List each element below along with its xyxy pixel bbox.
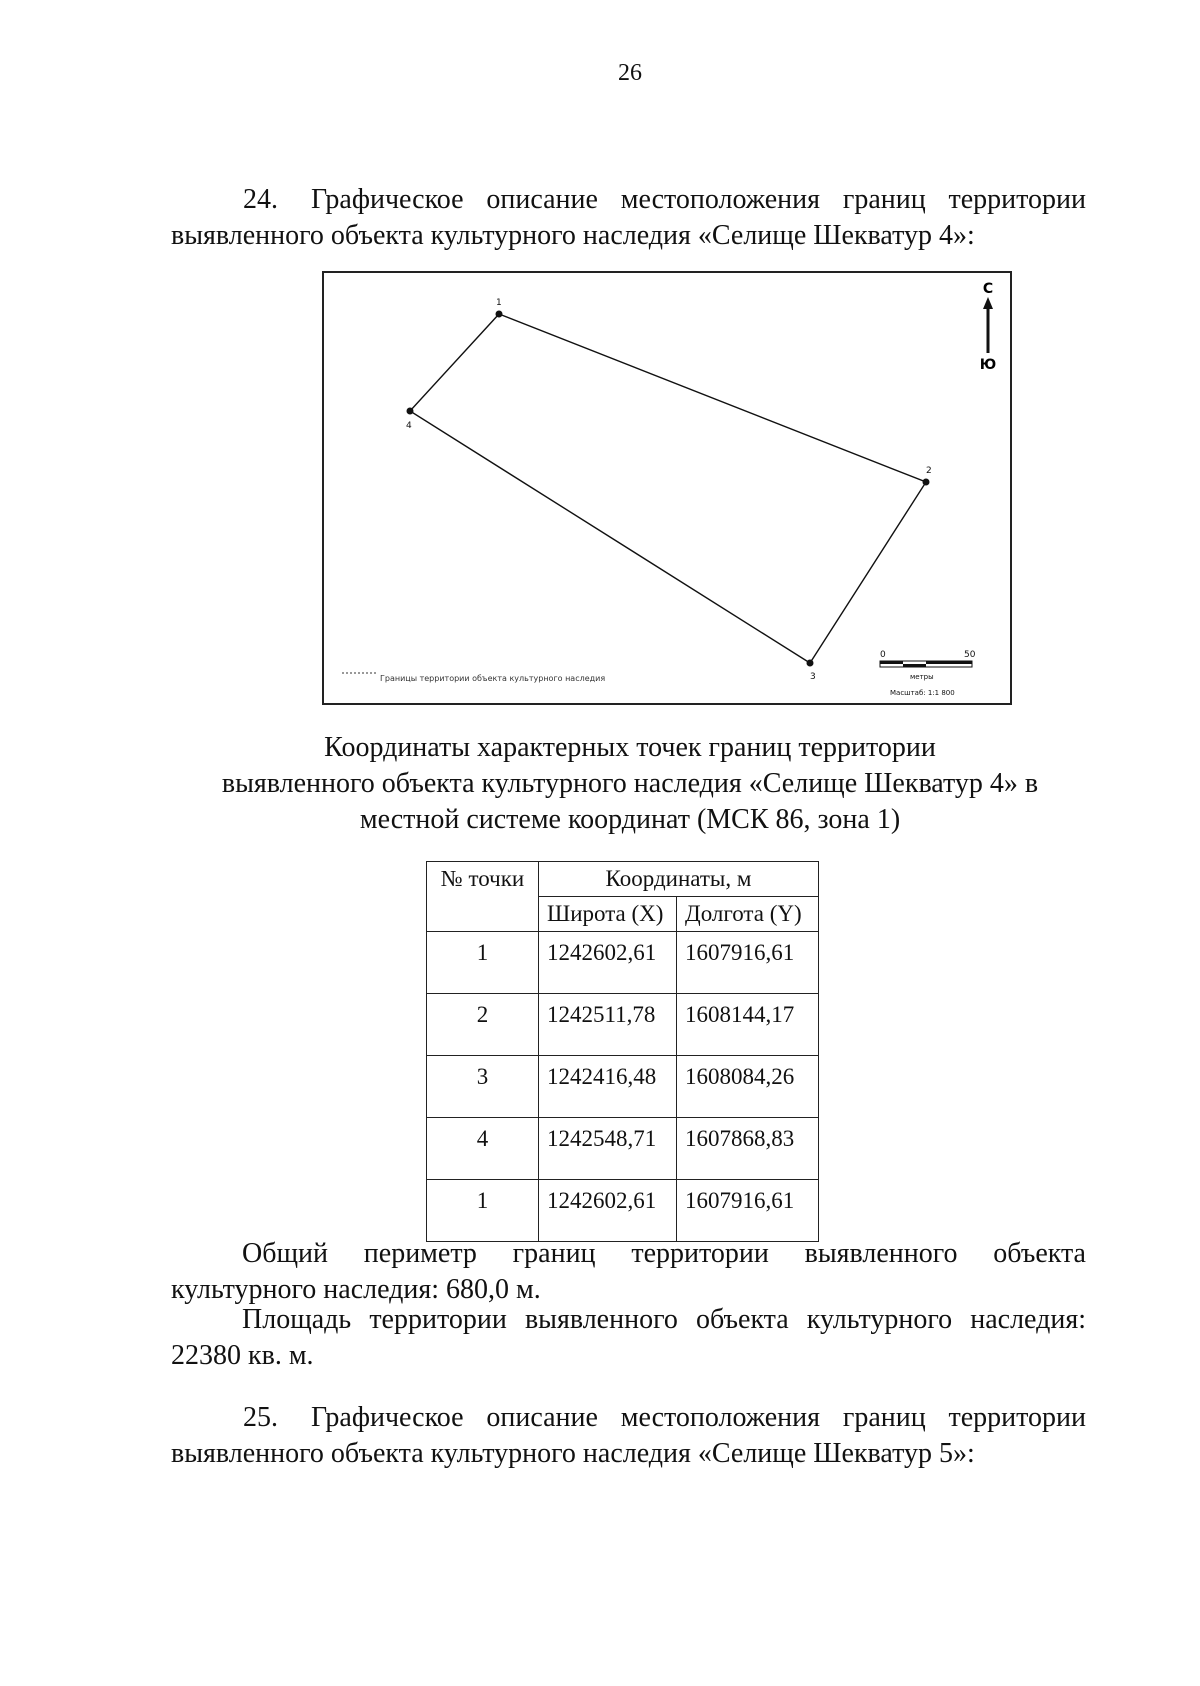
coordinates-table bbox=[426, 861, 819, 1242]
table-row bbox=[427, 994, 819, 1056]
scale-ratio-label: Масштаб: 1:1 800 bbox=[890, 689, 955, 697]
table-row bbox=[427, 1056, 819, 1118]
scale-max-label: 50 bbox=[964, 650, 976, 660]
table-row bbox=[427, 932, 819, 994]
coords-heading-line-2: выявленного объекта культурного наследия «Селище Шекватур 4» в bbox=[221, 768, 1039, 799]
header-point-number: № точки bbox=[427, 862, 539, 932]
header-longitude: Долгота (Y) bbox=[677, 897, 819, 932]
section-25-paragraph bbox=[171, 1400, 1086, 1472]
cell-longitude: 1608144,17 bbox=[677, 994, 819, 1056]
cell-longitude: 1607868,83 bbox=[677, 1118, 819, 1180]
cell-latitude: 1242548,71 bbox=[539, 1118, 677, 1180]
boundary-point-1 bbox=[496, 311, 503, 318]
page-number: 26 bbox=[618, 60, 642, 86]
section-24-paragraph bbox=[171, 182, 1086, 254]
point-label-2: 2 bbox=[926, 466, 932, 476]
scale-bar bbox=[880, 650, 976, 697]
cell-point: 2 bbox=[427, 994, 539, 1056]
perimeter-paragraph: Общий периметр границ территории выявленного объекта культурного наследия: 680,0 м. bbox=[171, 1238, 1086, 1305]
north-label: С bbox=[982, 281, 994, 297]
section-24-text: Графическое описание местоположения границ территории выявленного объекта культурного наследия «Селище Шекватур 4»: bbox=[171, 184, 1086, 251]
north-arrow-icon bbox=[980, 281, 996, 373]
table-row bbox=[427, 1118, 819, 1180]
point-label-1: 1 bbox=[496, 298, 502, 308]
section-25-number: 25. bbox=[243, 1402, 278, 1433]
boundary-point-2 bbox=[923, 479, 930, 486]
point-label-4: 4 bbox=[406, 421, 412, 431]
header-coordinates: Координаты, м bbox=[539, 862, 819, 897]
cell-latitude: 1242416,48 bbox=[539, 1056, 677, 1118]
boundary-map-svg bbox=[324, 273, 1010, 703]
header-latitude: Широта (X) bbox=[539, 897, 677, 932]
cell-latitude: 1242511,78 bbox=[539, 994, 677, 1056]
cell-latitude: 1242602,61 bbox=[539, 932, 677, 994]
scale-zero-label: 0 bbox=[880, 650, 886, 660]
boundary-point-3 bbox=[807, 660, 814, 667]
area-paragraph: Площадь территории выявленного объекта культурного наследия: 22380 кв. м. bbox=[171, 1304, 1086, 1371]
legend-text: Границы территории объекта культурного наследия bbox=[380, 674, 606, 683]
table-row bbox=[427, 1180, 819, 1242]
coords-heading-line-3: местной системе координат (МСК 86, зона 1) bbox=[359, 804, 901, 835]
boundary-point-4 bbox=[407, 408, 414, 415]
map-legend bbox=[342, 673, 605, 683]
table-header-row bbox=[427, 862, 819, 897]
point-label-3: 3 bbox=[810, 672, 816, 682]
coords-heading-line-1: Координаты характерных точек границ территории bbox=[324, 732, 936, 763]
scale-units-label: метры bbox=[910, 673, 934, 681]
cell-point: 1 bbox=[427, 1180, 539, 1242]
cell-point: 3 bbox=[427, 1056, 539, 1118]
boundary-map bbox=[322, 271, 1012, 705]
cell-longitude: 1608084,26 bbox=[677, 1056, 819, 1118]
cell-point: 4 bbox=[427, 1118, 539, 1180]
cell-point: 1 bbox=[427, 932, 539, 994]
cell-latitude: 1242602,61 bbox=[539, 1180, 677, 1242]
section-24-number: 24. bbox=[243, 184, 278, 215]
cell-longitude: 1607916,61 bbox=[677, 932, 819, 994]
south-label: Ю bbox=[979, 357, 997, 373]
section-25-text: Графическое описание местоположения границ территории выявленного объекта культурного наследия «Селище Шекватур 5»: bbox=[171, 1402, 1086, 1469]
cell-longitude: 1607916,61 bbox=[677, 1180, 819, 1242]
territory-boundary bbox=[410, 314, 926, 663]
